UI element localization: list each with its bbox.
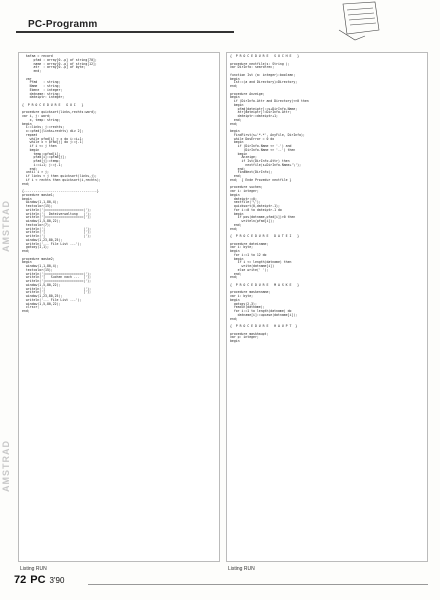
code-right-line: end; [230, 275, 238, 280]
code-left-line: datname: string; [29, 91, 61, 96]
code-left-line: kafaa = record [25, 54, 53, 58]
code-left-line: x:=pfad[(links+rechts) div 2]; [25, 129, 84, 133]
code-left-line: begin [29, 147, 40, 152]
code-left-line: writeln('|====================|'); [25, 271, 92, 276]
code-left-line: clrscr; [25, 305, 40, 310]
code-right-line: pfad[dateiptr]:=s+DirInfo.Name; [237, 106, 298, 111]
code-right-line: function Ist (a: integer):boolean; [230, 72, 296, 77]
code-right-line: var p: integer; [230, 335, 259, 340]
code-left-line: window(1,5,80,22); [25, 282, 61, 287]
code-right-line: begin [230, 129, 240, 133]
code-left-line: textcolor(15); [25, 267, 53, 272]
code-left-line: if links < j then quicksort(links,j); [25, 174, 97, 178]
issue-label: 3'90 [49, 576, 65, 585]
code-left-line: until i > j; [25, 170, 49, 175]
code-right-line: var i: integer; [230, 189, 259, 193]
code-right-line: var i: byte; [230, 245, 254, 250]
listing-column-left [18, 52, 220, 562]
code-right-line: end; [233, 117, 242, 122]
code-right-line: if (DirInfo.Attr and Directory)<>0 then [233, 99, 309, 103]
code-left-line: Ebene : integer; [29, 87, 63, 92]
code-right-line: begin [230, 76, 240, 81]
code-left-line: gotoxy(1,1); [25, 245, 49, 250]
code-right-line: { P R O C E D U R E D A T E I } [230, 234, 300, 238]
code-left-line: writeln('| |'); [25, 290, 92, 295]
code-right-line: end; [230, 226, 238, 231]
code-left-line: name : array[0..p] of string[12]; [33, 61, 97, 66]
code-right-line: procedure maskhaupt; [230, 331, 269, 336]
code-right-line: if pos(datname,pfad[i])>0 then [237, 215, 296, 220]
code-right-line: write(datname[i]) [241, 264, 275, 268]
section-title: PC-Programm [28, 19, 98, 30]
code-right-line: if Ist(DirInfo.Attr) then [241, 159, 290, 163]
code-right-line: while DosError = 0 do [233, 136, 275, 141]
code-left-line: var [25, 76, 32, 81]
side-label-upper: AMSTRAD [1, 200, 11, 252]
code-left-line: dateiptr: integer; [29, 95, 65, 100]
code-right-line: FindNext(DirInfo); [237, 170, 273, 175]
page-footer [14, 574, 64, 588]
code-listing-left [19, 53, 219, 316]
code-right-line: { P R O C E D U R E M A S K E } [230, 282, 300, 287]
code-left-line: procedure maske2; [22, 256, 55, 261]
code-right-line: end; [230, 84, 238, 88]
code-right-line: begin [233, 256, 244, 261]
code-right-line: begin [237, 151, 248, 156]
code-right-line: end; [233, 271, 242, 276]
code-right-line: datname[i]:=upcase(datname[i]); [237, 312, 298, 317]
code-right-line: Ist:=(a and Directory)=Directory; [233, 80, 298, 85]
code-left-line: window(1,5,80,22); [25, 219, 61, 223]
code-right-line: var DirInfo: searchrec; [230, 65, 275, 70]
header-rule [16, 31, 234, 33]
code-right-line: begin [230, 339, 240, 343]
code-right-line: end; [233, 174, 242, 178]
code-left-line: i:=i+1; j:=j-1; [33, 162, 63, 167]
code-right-line: else write(' '); [237, 267, 269, 272]
code-right-line: end; [230, 316, 238, 321]
code-left-line: writeln('|====================|'); [25, 215, 92, 220]
code-right-line: procedure nextfile(s: String ); [230, 61, 290, 66]
code-left-line: writeln('| |'); [25, 230, 92, 235]
code-right-line: { P R O C E D U R E S U C H E } [230, 54, 300, 58]
code-right-line: writeln(pfad[i]); [241, 219, 275, 223]
code-right-line: end; { Ende Prozedur nextfile } [230, 177, 292, 182]
code-left-line: Pfad : string; [29, 80, 61, 85]
listing-column-right [226, 52, 428, 562]
footer-rule [88, 584, 428, 585]
code-left-line: textcolor(15); [25, 204, 53, 208]
code-left-line: textcolor(7); [25, 222, 51, 227]
code-left-line: Name : string; [29, 84, 61, 88]
code-left-line: window(1,1,80,4); [25, 200, 59, 205]
code-right-line: begin [233, 102, 244, 107]
code-right-line: Anzeige; [241, 155, 257, 160]
code-left-line: writeln('| Suchen nach ... |'); [25, 275, 92, 280]
code-left-line: writeln('| Dateiverwaltung |'); [25, 211, 92, 216]
code-left-line: pfad : array[0..p] of string[70]; [33, 57, 97, 62]
code-left-line: pfad[j]:=temp; [33, 159, 61, 163]
code-right-line: quicksort(0,dateiptr-1); [233, 204, 280, 208]
code-right-line: procedure suchen; [230, 185, 263, 190]
code-left-line: writeln('--- File List ---'); [25, 241, 82, 246]
code-left-line: end; [33, 69, 42, 73]
listing-caption-right: Listing RUN [228, 566, 255, 572]
code-right-line: if (DirInfo.Name <> '.') and [237, 144, 292, 148]
code-left-line: temp:=pfad[i]; [33, 151, 61, 156]
code-right-line: readln(datname); [233, 305, 265, 310]
code-right-line: FindFirst(s+'*.*', AnyFile, DirInfo); [233, 132, 305, 137]
code-left-line: writeln('| |'); [25, 234, 92, 238]
code-right-line: procedure Anzeige; [230, 91, 265, 96]
code-left-line: while pfad[i] < x do i:=i+1; [29, 136, 84, 141]
code-right-line: gotoxy(2,3); [233, 301, 257, 306]
code-left-line: writeln('|====================|'); [25, 279, 92, 283]
code-right-line: for i:=0 to dateiptr-1 do [233, 207, 282, 212]
code-left-line: while x < pfad[j] do j:=j-1; [29, 140, 84, 145]
code-left-line: i:=links; j:=rechts; [25, 125, 65, 130]
code-left-line: writeln('|====================|'); [25, 207, 92, 212]
code-right-line: end; [233, 222, 242, 227]
code-right-line: (DirInfo.Name <> '..') then [243, 147, 296, 152]
code-right-line: begin [233, 140, 244, 145]
code-left-line: writeln('--- File List ---'); [25, 297, 82, 302]
code-left-line: begin [22, 196, 32, 201]
code-right-line: nextfile('\'); [233, 200, 261, 205]
code-left-line: procedure quicksort(links,rechts:word); [22, 110, 97, 115]
code-left-line: end; [22, 181, 30, 186]
code-right-line: begin [230, 297, 240, 302]
code-left-line: begin [22, 260, 32, 265]
code-left-line: end; [22, 249, 30, 253]
magazine-name: PC [30, 574, 46, 586]
code-left-line: window(1,5,80,22); [25, 301, 61, 306]
code-left-line: repeat [25, 132, 38, 137]
listing-caption-left: Listing RUN [20, 566, 47, 572]
code-right-line: if i <= length(datname) then [237, 260, 292, 265]
side-label-lower: AMSTRAD [1, 440, 11, 492]
code-left-line: begin [22, 121, 32, 126]
corner-illustration-icon [335, 0, 385, 44]
code-left-line: end; [22, 309, 30, 313]
code-left-line: if i < rechts then quicksort(i,rechts); [25, 177, 101, 182]
code-right-line: begin [230, 249, 240, 253]
code-left-line: pfad[i]:=pfad[j]; [33, 155, 67, 160]
code-listing-right [227, 53, 427, 346]
code-right-line: begin [230, 192, 240, 197]
code-left-line: procedure maske1; [22, 192, 55, 197]
code-left-line: end; [29, 166, 38, 171]
code-right-line: for i:=1 to length(datname) do [233, 309, 292, 313]
code-left-line: window(1,1,80,4); [25, 264, 59, 268]
code-right-line: for i:=1 to 12 do [233, 252, 267, 257]
page-number: 72 [14, 574, 27, 586]
code-left-line: if i <= j then [29, 144, 57, 148]
code-right-line: begin [233, 211, 244, 216]
code-right-line: nextfile(s+DirInfo.Name+'\'); [245, 162, 302, 167]
code-left-line: window(1,23,80,25); [25, 294, 63, 298]
code-right-line: dateiptr:=0; [233, 196, 257, 201]
code-right-line: procedure maskenname; [230, 290, 271, 295]
code-right-line: end; [230, 121, 238, 126]
code-right-line: { P R O C E D U R E H A U P T } [230, 324, 298, 328]
code-right-line: atr[dateiptr]:=DirInfo.Attr; [237, 110, 292, 115]
code-right-line: procedure dateiname; [230, 241, 269, 246]
code-right-line: var i: byte; [230, 294, 254, 298]
code-left-line: writeln('| |'); [25, 226, 92, 231]
code-left-line: window(1,23,80,25); [25, 237, 63, 242]
code-left-line: var i, j: word; [22, 114, 51, 118]
code-left-line: x, temp: string; [29, 117, 61, 122]
code-right-line: dateiptr:=dateiptr+1; [237, 114, 278, 118]
code-left-line: writeln('| |'); [25, 286, 92, 291]
code-right-line: begin [230, 95, 240, 100]
code-right-line: end; [237, 166, 246, 171]
code-left-line: atr : array[0..p] of byte; [33, 65, 86, 70]
code-left-line: {--------------------------------------} [22, 189, 99, 193]
code-left-line: { P R O C E D U R E G U I } [22, 102, 84, 107]
